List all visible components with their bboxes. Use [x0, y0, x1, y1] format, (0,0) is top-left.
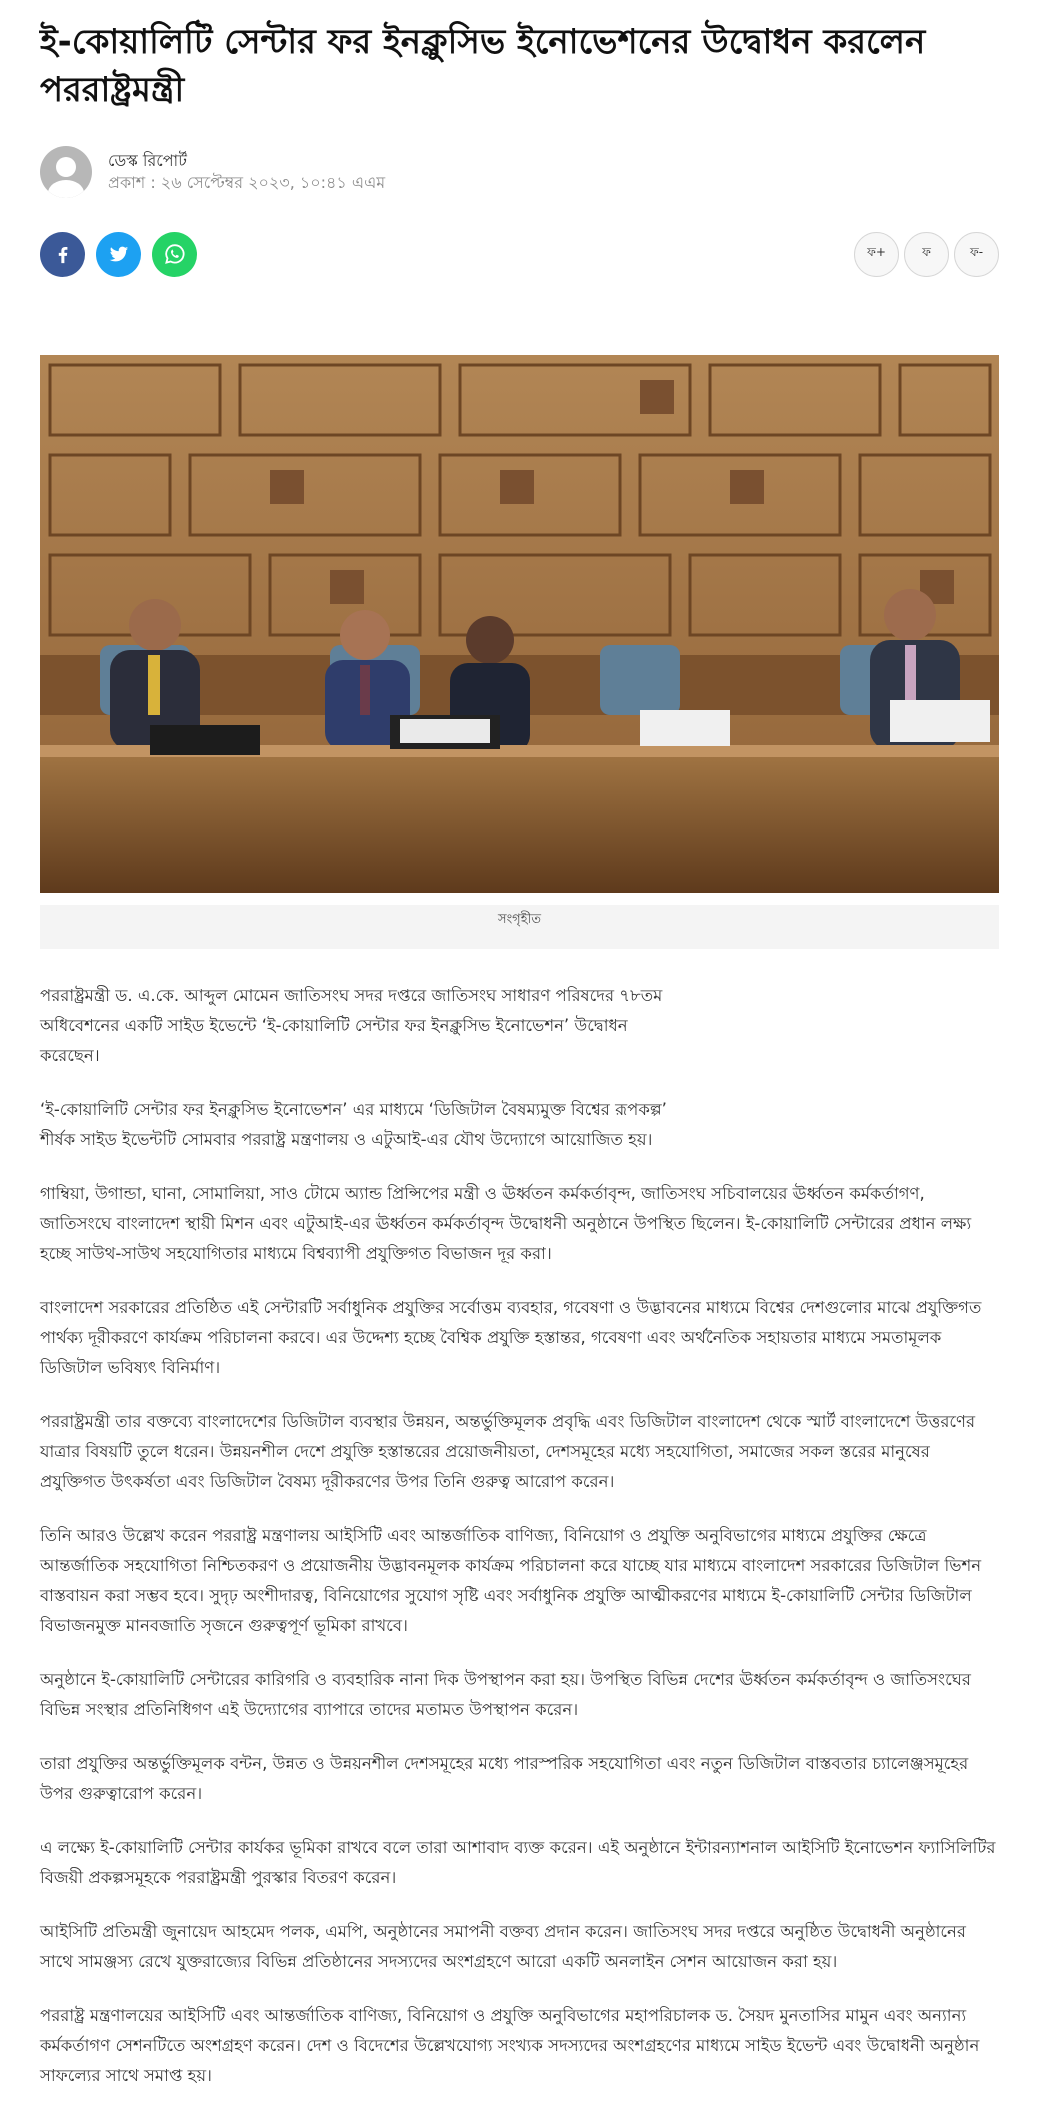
article-paragraph: ‘ই-কোয়ালিটি সেন্টার ফর ইনক্লুসিভ ইনোভেশন’ এর মাধ্যমে ‘ডিজিটাল বৈষম্যমুক্ত বিশ্বের রূপকল্প’ শীর্ষক সাইড ইভেন্টটি সোমবার পররাষ্ট্র মন্ত্রণালয় ও এটুআই-এর যৌথ উদ্যোগে আয়োজিত হয়।	[40, 1100, 667, 1149]
article-paragraph: পররাষ্ট্রমন্ত্রী তার বক্তব্যে বাংলাদেশের ডিজিটাল ব্যবস্থার উন্নয়ন, অন্তর্ভুক্তিমূলক প্রবৃদ্ধি এবং ডিজিটাল বাংলাদেশ থেকে স্মার্ট বাংলাদেশে উত্তরণের যাত্রার বিষয়টি তুলে ধরেন। উন্নয়নশীল দেশে প্রযুক্তি হস্তান্তরের প্রয়োজনীয়তা, দেশসমূহের মধ্যে সহযোগিতা, সমাজের সকল স্তরের মানুষের প্রযুক্তিগত উৎকর্ষতা এবং ডিজিটাল বৈষম্য দূরীকরণের উপর তিনি গুরুত্ব আরোপ করেন।	[40, 1412, 976, 1491]
font-size-controls	[854, 232, 999, 277]
article-body	[40, 981, 999, 2091]
article-photo	[40, 355, 999, 893]
author-name[interactable]: ডেস্ক রিপোর্ট	[108, 151, 187, 170]
published-date: প্রকাশ : ২৬ সেপ্টেম্বর ২০২৩, ১০:৪১ এএম	[108, 173, 386, 192]
article-paragraph: তিনি আরও উল্লেখ করেন পররাষ্ট্র মন্ত্রণালয় আইসিটি এবং আন্তর্জাতিক বাণিজ্য, বিনিয়োগ ও প্রযুক্তি অনুবিভাগের মাধ্যমে প্রযুক্তির ক্ষেত্রে আন্তর্জাতিক সহযোগিতা নিশ্চিতকরণ ও প্রয়োজনীয় উদ্ভাবনমূলক কার্যক্রম পরিচালনা করে যাচ্ছে যার মাধ্যমে বাংলাদেশ সরকারের ডিজিটাল ভিশন বাস্তবায়ন করা সম্ভব হবে। সুদৃঢ় অংশীদারত্ব, বিনিয়োগের সুযোগ সৃষ্টি এবং সর্বাধুনিক প্রযুক্তি আত্মীকরণের মাধ্যমে ই-কোয়ালিটি সেন্টার ডিজিটাল বিভাজনমুক্ত মানবজাতি সৃজনে গুরুত্বপূর্ণ ভূমিকা রাখবে।	[40, 1526, 982, 1635]
article-paragraph: গাম্বিয়া, উগান্ডা, ঘানা, সোমালিয়া, সাও টোমে অ্যান্ড প্রিন্সিপের মন্ত্রী ও ঊর্ধ্বতন কর্মকর্তাবৃন্দ, জাতিসংঘ সচিবালয়ের ঊর্ধ্বতন কর্মকর্তাগণ, জাতিসংঘে বাংলাদেশ স্থায়ী মিশন এবং এটুআই-এর ঊর্ধ্বতন কর্মকর্তাবৃন্দ উদ্বোধনী অনুষ্ঠানে উপস্থিত ছিলেন। ই-কোয়ালিটি সেন্টারের প্রধান লক্ষ্য হচ্ছে সাউথ-সাউথ সহযোগিতার মাধ্যমে বিশ্বব্যাপী প্রযুক্তিগত বিভাজন দূর করা।	[40, 1184, 972, 1263]
twitter-share-button[interactable]	[96, 232, 141, 277]
twitter-icon	[108, 243, 130, 265]
article-paragraph: তারা প্রযুক্তির অন্তর্ভুক্তিমূলক বন্টন, উন্নত ও উন্নয়নশীল দেশসমূহের মধ্যে পারস্পরিক সহযোগিতা এবং নতুন ডিজিটাল বাস্তবতার চ্যালেঞ্জসমূহের উপর গুরুত্বারোপ করেন।	[40, 1754, 969, 1803]
conference-photo	[40, 355, 999, 893]
article-headline: ই-কোয়ালিটি সেন্টার ফর ইনক্লুসিভ ইনোভেশনের উদ্বোধন করলেন পররাষ্ট্রমন্ত্রী	[40, 22, 926, 110]
article-paragraph: পররাষ্ট্রমন্ত্রী ড. এ.কে. আব্দুল মোমেন জাতিসংঘ সদর দপ্তরে জাতিসংঘ সাধারণ পরিষদের ৭৮তম অধিবেশনের একটি সাইড ইভেন্টে ‘ই-কোয়ালিটি সেন্টার ফর ইনক্লুসিভ ইনোভেশন’ উদ্বোধন করেছেন।	[40, 986, 663, 1065]
whatsapp-icon	[163, 242, 187, 266]
byline-text	[108, 150, 385, 194]
whatsapp-share-button[interactable]	[152, 232, 197, 277]
article-paragraph: বাংলাদেশ সরকারের প্রতিষ্ঠিত এই সেন্টারটি সর্বাধুনিক প্রযুক্তির সর্বোত্তম ব্যবহার, গবেষণা ও উদ্ভাবনের মাধ্যমে বিশ্বের দেশগুলোর মাঝে প্রযুক্তিগত পার্থক্য দূরীকরণে কার্যক্রম পরিচালনা করবে। এর উদ্দেশ্য হচ্ছে বৈশ্বিক প্রযুক্তি হস্তান্তর, গবেষণা এবং অর্থনৈতিক সহায়তার মাধ্যমে সমতামূলক ডিজিটাল ভবিষ্যৎ বিনির্মাণ।	[40, 1298, 982, 1377]
article-actions	[40, 230, 999, 278]
font-increase-button[interactable]: ফ+	[854, 232, 899, 277]
font-decrease-button[interactable]: ফ-	[954, 232, 999, 277]
photo-caption: সংগৃহীত	[40, 905, 999, 949]
article-paragraph: আইসিটি প্রতিমন্ত্রী জুনায়েদ আহমেদ পলক, এমপি, অনুষ্ঠানের সমাপনী বক্তব্য প্রদান করেন। জাতিসংঘ সদর দপ্তরে অনুষ্ঠিত উদ্বোধনী অনুষ্ঠানের সাথে সামঞ্জস্য রেখে যুক্তরাজ্যের বিভিন্ন প্রতিষ্ঠানের সদস্যদের অংশগ্রহণে আরো একটি অনলাইন সেশন আয়োজন করা হয়।	[40, 1922, 966, 1971]
facebook-icon	[52, 243, 74, 265]
author-avatar	[40, 146, 92, 198]
facebook-share-button[interactable]	[40, 232, 85, 277]
share-buttons	[40, 232, 197, 277]
article-paragraph: এ লক্ষ্যে ই-কোয়ালিটি সেন্টার কার্যকর ভূমিকা রাখবে বলে তারা আশাবাদ ব্যক্ত করেন। এই অনুষ্ঠানে ইন্টারন্যাশনাল আইসিটি ইনোভেশন ফ্যাসিলিটির বিজয়ী প্রকল্পসমূহকে পররাষ্ট্রমন্ত্রী পুরস্কার বিতরণ করেন।	[40, 1838, 996, 1887]
article-paragraph: পররাষ্ট্র মন্ত্রণালয়ের আইসিটি এবং আন্তর্জাতিক বাণিজ্য, বিনিয়োগ ও প্রযুক্তি অনুবিভাগের মহাপরিচালক ড. সৈয়দ মুনতাসির মামুন এবং অন্যান্য কর্মকর্তাগণ সেশনটিতে অংশগ্রহণ করেন। দেশ ও বিদেশের উল্লেখযোগ্য সংখ্যক সদস্যদের অংশগ্রহণের মাধ্যমে সাইড ইভেন্ট এবং উদ্বোধনী অনুষ্ঠান সাফল্যের সাথে সমাপ্ত হয়।	[40, 2006, 980, 2085]
byline	[40, 144, 999, 200]
article-paragraph: অনুষ্ঠানে ই-কোয়ালিটি সেন্টারের কারিগরি ও ব্যবহারিক নানা দিক উপস্থাপন করা হয়। উপস্থিত বিভিন্ন দেশের ঊর্ধ্বতন কর্মকর্তাবৃন্দ ও জাতিসংঘের বিভিন্ন সংস্থার প্রতিনিধিগণ এই উদ্যোগের ব্যাপারে তাদের মতামত উপস্থাপন করেন।	[40, 1670, 971, 1719]
font-reset-button[interactable]: ফ	[904, 232, 949, 277]
